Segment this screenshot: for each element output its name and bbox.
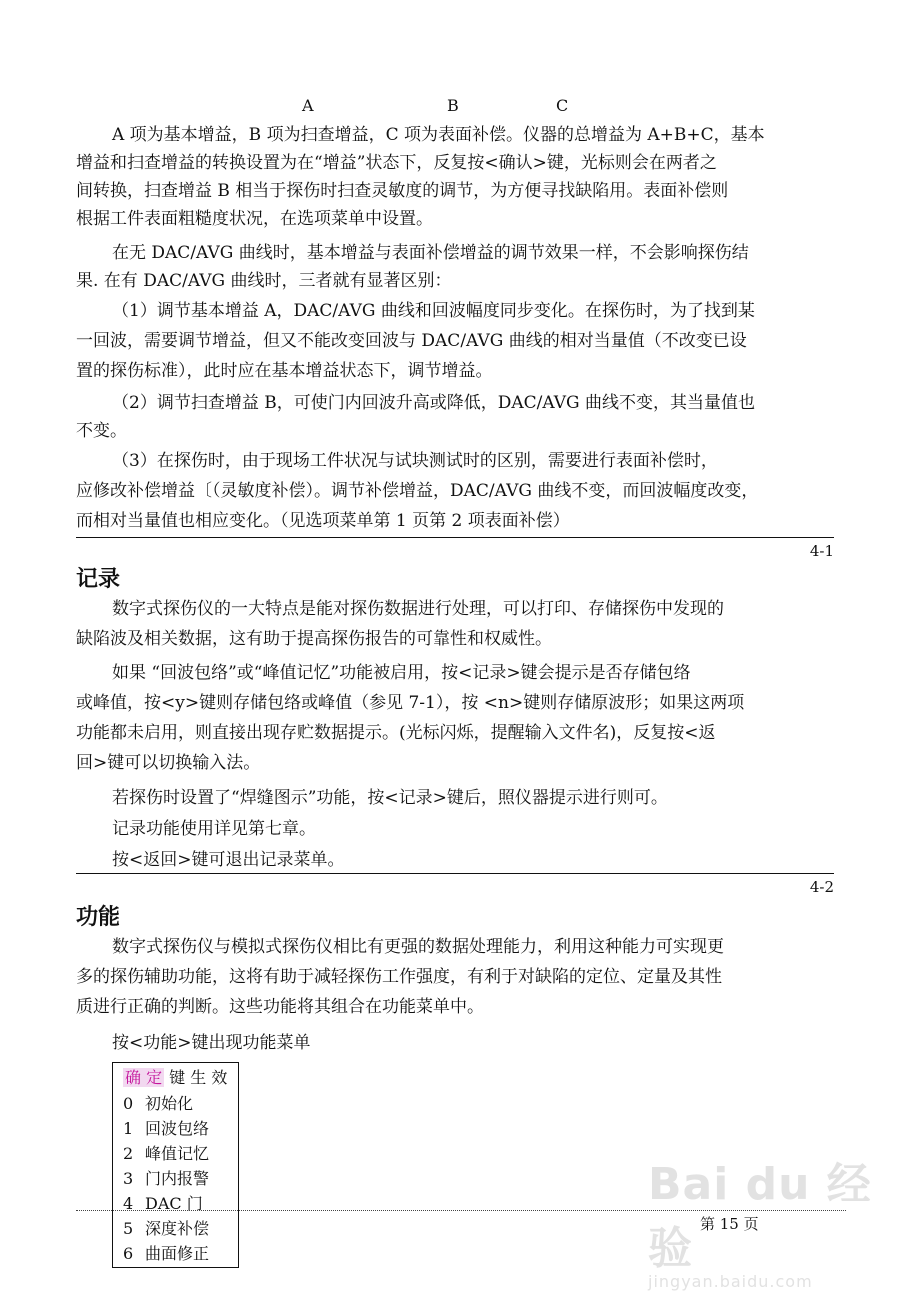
menu-item-number: 0 <box>123 1094 134 1113</box>
gain-p2-line2: 果. 在有 DAC/AVG 曲线时，三者就有显著区别： <box>76 271 452 291</box>
record-p2-line2: 或峰值，按<y>键则存储包络或峰值（参见 7-1），按 <n>键则存储原波形；如果这两项 <box>76 693 745 713</box>
menu-confirm-highlight: 确 定 <box>125 1068 163 1087</box>
menu-title <box>123 1065 227 1088</box>
record-p3: 若探伤时设置了“焊缝图示”功能，按<记录>键后，照仪器提示进行则可。 <box>112 788 668 808</box>
menu-item <box>123 1091 193 1114</box>
gain-p1-line4: 根据工件表面粗糙度状况，在选项菜单中设置。 <box>76 209 433 229</box>
menu-item <box>123 1166 209 1189</box>
function-p1-line2: 多的探伤辅助功能，这将有助于减轻探伤工作强度，有利于对缺陷的定位、定量及其性 <box>76 967 722 987</box>
function-menu <box>112 1062 239 1268</box>
label-b: B <box>447 96 459 115</box>
menu-item-number: 5 <box>123 1219 134 1238</box>
gain-p5-line3: 而相对当量值也相应变化。（见选项菜单第 1 页第 2 项表面补偿） <box>76 511 570 531</box>
gain-p3-line2: 一回波，需要调节增益，但又不能改变回波与 DAC/AVG 曲线的相对当量值（不改变已设 <box>76 331 747 351</box>
record-p2-line3: 功能都未启用，则直接出现存贮数据提示。(光标闪烁，提醒输入文件名)，反复按<返 <box>76 723 716 743</box>
watermark-logo: Bai du 经验 <box>648 1159 872 1274</box>
menu-item-label: 回波包络 <box>145 1119 210 1138</box>
watermark-url: jingyan.baidu.com <box>648 1272 813 1291</box>
menu-item-label: DAC 门 <box>145 1194 203 1213</box>
label-c: C <box>556 96 569 115</box>
gain-p1-line1: A 项为基本增益，B 项为扫查增益，C 项为表面补偿。仪器的总增益为 A+B+C，基本 <box>112 125 765 145</box>
section-heading: 功能 <box>76 905 121 930</box>
section-divider <box>76 873 834 874</box>
menu-item <box>123 1116 209 1139</box>
menu-item-number: 1 <box>123 1119 134 1138</box>
menu-item-number: 3 <box>123 1169 134 1188</box>
menu-item-number: 2 <box>123 1144 134 1163</box>
gain-p4-line1: （2）调节扫查增益 B，可使门内回波升高或降低，DAC/AVG 曲线不变，其当量值也 <box>112 393 756 413</box>
menu-item <box>123 1141 209 1164</box>
menu-title-rest: 键 生 效 <box>164 1068 228 1087</box>
record-p2-line1: 如果 “回波包络”或“峰值记忆”功能被启用，按<记录>键会提示是否存储包络 <box>112 663 691 683</box>
function-p1-line1: 数字式探伤仪与模拟式探伤仪相比有更强的数据处理能力，利用这种能力可实现更 <box>112 937 724 957</box>
record-p2-line4: 回>键可以切换输入法。 <box>76 753 261 773</box>
function-p2: 按<功能>键出现功能菜单 <box>112 1033 311 1053</box>
gain-p5-line2: 应修改补偿增益〔（灵敏度补偿）。调节补偿增益，DAC/AVG 曲线不变，而回波幅度改变， <box>76 481 759 501</box>
gain-p3-line1: （1）调节基本增益 A，DAC/AVG 曲线和回波幅度同步变化。在探伤时，为了找到某 <box>112 301 755 321</box>
menu-item-label: 门内报警 <box>145 1169 210 1188</box>
gain-p1-line2: 增益和扫查增益的转换设置为在“增益”状态下，反复按<确认>键，光标则会在两者之 <box>76 153 717 173</box>
gain-p2-line1: 在无 DAC/AVG 曲线时，基本增益与表面补偿增益的调节效果一样，不会影响探伤结 <box>112 243 749 263</box>
page-number: 第 15 页 <box>700 1215 759 1233</box>
section-number: 4-1 <box>809 542 834 560</box>
menu-item-label: 初始化 <box>145 1094 194 1113</box>
menu-item-label: 峰值记忆 <box>145 1144 210 1163</box>
section-number: 4-2 <box>809 878 834 896</box>
section-heading: 记录 <box>76 567 121 592</box>
label-a: A <box>302 96 314 115</box>
menu-item <box>123 1216 209 1239</box>
record-p5: 按<返回>键可退出记录菜单。 <box>112 850 345 870</box>
footer-divider <box>76 1210 846 1211</box>
record-p1-line1: 数字式探伤仪的一大特点是能对探伤数据进行处理，可以打印、存储探伤中发现的 <box>112 599 724 619</box>
gain-p3-line3: 置的探伤标准），此时应在基本增益状态下，调节增益。 <box>76 361 493 381</box>
gain-p1-line3: 间转换，扫查增益 B 相当于探伤时扫查灵敏度的调节，为方便寻找缺陷用。表面补偿则 <box>76 181 729 201</box>
gain-p4-line2: 不变。 <box>76 421 127 441</box>
menu-item-number: 6 <box>123 1244 134 1263</box>
menu-item <box>123 1241 209 1264</box>
gain-p5-line1: （3）在探伤时，由于现场工件状况与试块测试时的区别，需要进行表面补偿时， <box>112 451 718 471</box>
record-p4: 记录功能使用详见第七章。 <box>112 819 316 839</box>
record-p1-line2: 缺陷波及相关数据，这有助于提高探伤报告的可靠性和权威性。 <box>76 629 552 649</box>
menu-item-label: 深度补偿 <box>145 1219 210 1238</box>
baidu-watermark <box>648 1148 906 1291</box>
section-divider <box>76 537 834 538</box>
function-p1-line3: 质进行正确的判断。这些功能将其组合在功能菜单中。 <box>76 997 484 1017</box>
menu-item-label: 曲面修正 <box>145 1244 210 1263</box>
menu-item-number: 4 <box>123 1194 134 1213</box>
